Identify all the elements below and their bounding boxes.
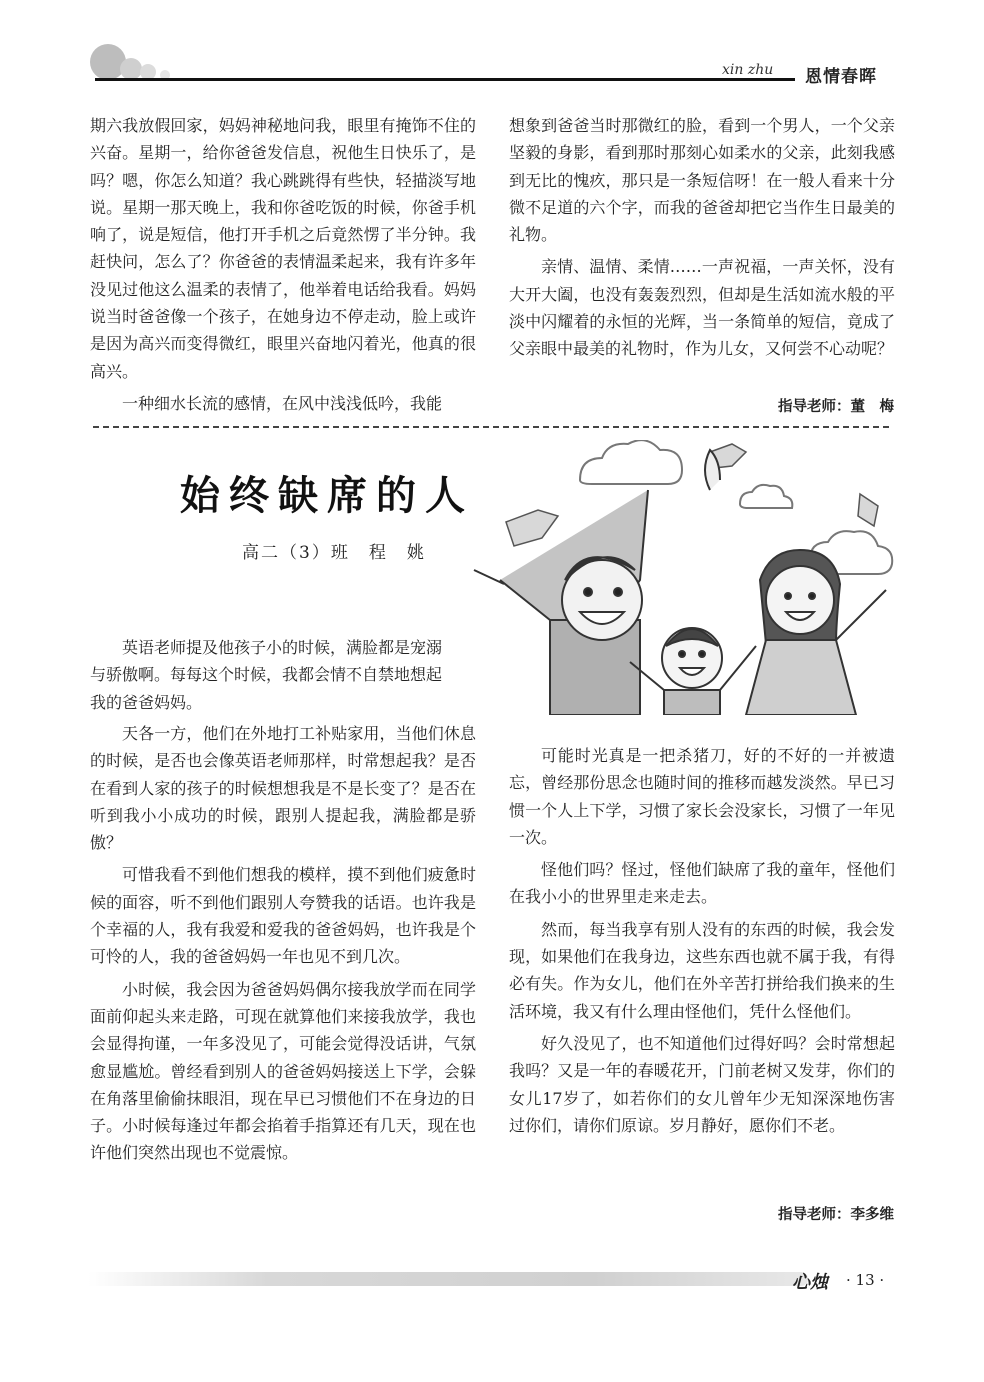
section-separator <box>93 426 893 428</box>
footer-band <box>88 1272 808 1286</box>
article-right-paragraph-3: 然而，每当我享有别人没有的东西的时候，我会发现，如果他们在我身边，这些东西也就不属于我，有得必有失。作为女儿，他们在外辛苦打拼给我们换来的生活环境，我又有什么理由怪他们，凭什么怪他们。 <box>509 919 895 1021</box>
article-byline: 高二（3）班 程 姚 <box>242 543 426 563</box>
article-right-paragraph-1: 可能时光真是一把杀猪刀，好的不好的一并被遗忘，曾经那份思念也随时间的推移而越发淡然。早已习惯一个人上下学，习惯了家长会没家长，习惯了一年见一次。 <box>509 746 895 847</box>
top-article-right-column <box>509 112 895 368</box>
article-left-paragraph-3: 小时候，我会因为爸爸妈妈偶尔接我放学而在同学面前仰起头来走路，可现在就算他们来接我放学，我也会显得拘谨，一年多没见了，可能会觉得没话讲，气氛愈显尴尬。曾经看到别人的爸爸妈妈接送上下学，会躲在角落里偷偷抹眼泪，现在早已习惯他们不在身边的日子。小时候每逢过年都会掐着手指算还有几天，现在也许他们突然出现也不觉震惊。 <box>90 979 476 1163</box>
article-title: 始终缺席的人 <box>180 473 474 519</box>
top-article-teacher: 指导老师：董 梅 <box>778 399 894 415</box>
article-right-column <box>509 742 895 1144</box>
top-right-paragraph-1: 想象到爸爸当时那微红的脸，看到一个男人，一个父亲坚毅的身影，看到那时那刻心如柔水的父亲，此刻我感到无比的愧疚，那只是一条短信呀！在一般人看来十分微不足道的六个字，而我的爸爸却把它当作生日最美的礼物。 <box>509 116 895 245</box>
article-right-paragraph-4: 好久没见了，也不知道他们过得好吗？会时常想起我吗？又是一年的春暖花开，门前老树又发芽，你们的女儿17岁了，如若你们的女儿曾年少无知深深地伤害过你们，请你们原谅。岁月静好，愿你们不老。 <box>509 1033 895 1135</box>
top-article-left-column <box>90 112 476 422</box>
article-right-paragraph-2: 怪他们吗？怪过，怪他们缺席了我的童年，怪他们在我小小的世界里走来走去。 <box>509 860 895 907</box>
article-intro-paragraph: 英语老师提及他孩子小的时候，满脸都是宠溺与骄傲啊。每每这个时候，我都会情不自禁地想起我的爸爸妈妈。 <box>90 638 443 712</box>
article-left-column <box>90 720 476 1172</box>
child-figure <box>630 628 756 715</box>
top-left-paragraph-1: 期六我放假回家，妈妈神秘地问我，眼里有掩饰不住的兴奋。星期一，给你爸爸发信息，祝他生日快乐了，是吗？嗯，你怎么知道？我心跳跳得有些快，轻描淡写地说。星期一那天晚上，我和你爸吃饭的时候，你爸手机响了，说是短信，他打开手机之后竟然愣了半分钟。我赶快问，怎么了？你爸爸的表情温柔起来，我有许多年没见过他这么温柔的表情了，他举着电话给我看。妈妈说当时爸爸像一个孩子，在她身边不停走动，脸上或许是因为高兴而变得微红，眼里兴奋地闪着光，他真的很高兴。 <box>90 116 476 381</box>
footer-magazine-logo: 心烛 <box>792 1272 828 1293</box>
fish-icon <box>506 444 878 546</box>
header-circle-medium <box>120 58 142 80</box>
header-pinyin: xin zhu <box>722 62 774 78</box>
family-cheering-illustration <box>470 440 898 715</box>
top-left-paragraph-2: 一种细水长流的感情，在风中浅浅低吟，我能 <box>122 393 443 413</box>
article-teacher: 指导老师：李多维 <box>778 1207 894 1223</box>
article-intro <box>90 634 442 721</box>
top-right-paragraph-2: 亲情、温情、柔情……一声祝福，一声关怀，没有大开大阖，也没有轰轰烈烈，但却是生活如流水般的平淡中闪耀着的永恒的光辉，当一条简单的短信，竟成了父亲眼中最美的礼物时，作为儿女，又何尝不心动呢？ <box>509 257 895 359</box>
header-rule <box>95 78 795 81</box>
article-left-paragraph-2: 可惜我看不到他们想我的模样，摸不到他们疲惫时候的面容，听不到他们跟别人夸赞我的话语。也许我是个幸福的人，我有我爱和爱我的爸爸妈妈，也许我是个可怜的人，我的爸爸妈妈一年也见不到几次。 <box>90 865 476 967</box>
footer-page-number: · 13 · <box>846 1271 885 1289</box>
header-column-title: 恩情春晖 <box>805 67 877 87</box>
article-left-paragraph-1: 天各一方，他们在外地打工补贴家用，当他们休息的时候，是否也会像英语老师那样，时常想起我？是否在看到人家的孩子的时候想想我是不是长变了？是否在听到我小小成功的时候，跟别人提起我，满脸都是骄傲？ <box>90 724 476 853</box>
